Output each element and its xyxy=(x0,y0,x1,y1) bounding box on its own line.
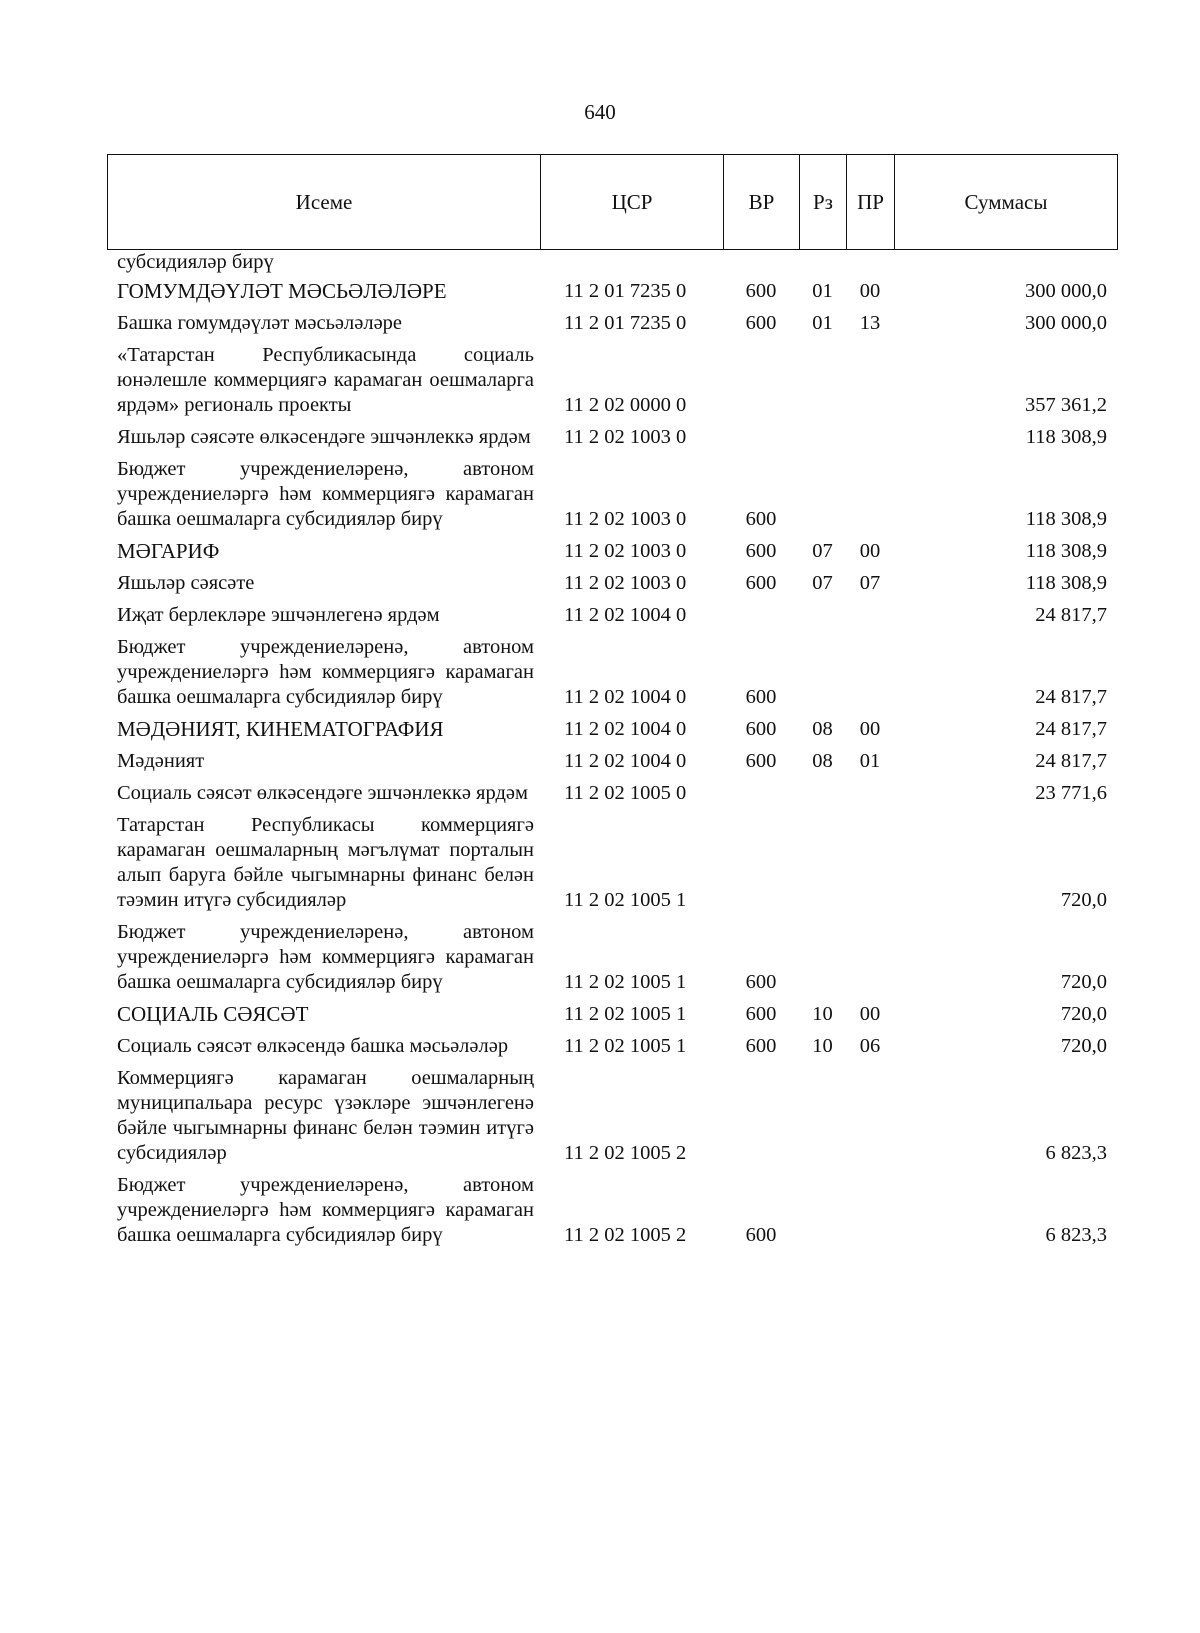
row-name: Татарстан Республикасы коммерциягә карамаган оешмаларның мәгълүмат порталын алып баруга бәйле чыгымнарны финанс белән тәэмин итүгә субсидияләр xyxy=(117,814,534,911)
row-rz: 07 xyxy=(812,540,833,562)
row-sum: 24 817,7 xyxy=(1035,686,1107,708)
table-row xyxy=(107,1034,1117,1066)
table-row xyxy=(107,311,1117,343)
row-vr: 600 xyxy=(745,971,777,993)
row-sum: 720,0 xyxy=(1060,971,1107,993)
row-rz: 10 xyxy=(812,1003,833,1025)
row-sum: 6 823,3 xyxy=(1045,1142,1107,1164)
row-name: Башка гомумдәүләт мәсьәләләре xyxy=(117,312,403,334)
header-rz: Рз xyxy=(800,155,847,250)
header-csr: ЦСР xyxy=(541,155,724,250)
row-name: МӘГАРИФ xyxy=(117,539,220,563)
row-vr: 600 xyxy=(745,718,777,740)
row-sum: 118 308,9 xyxy=(1025,426,1107,448)
row-name: Бюджет учреждениеләренә, автоном учреждениеләргә һәм коммерциягә карамаган башка оешмаларга субсидияләр бирү xyxy=(117,636,534,708)
row-pr xyxy=(846,635,894,717)
row-rz xyxy=(799,920,846,1002)
table-row xyxy=(107,717,1117,749)
table-row xyxy=(107,425,1117,457)
row-csr: 11 2 02 1005 1 xyxy=(564,1003,687,1025)
row-csr: 11 2 02 1005 1 xyxy=(564,889,687,911)
row-rz xyxy=(799,250,846,279)
row-pr: 00 xyxy=(859,718,881,740)
row-pr: 07 xyxy=(859,572,881,594)
row-vr xyxy=(723,250,799,279)
header-pr: ПР xyxy=(847,155,895,250)
row-sum: 357 361,2 xyxy=(1025,394,1107,416)
row-sum: 300 000,0 xyxy=(1025,280,1107,302)
row-name: субсидияләр бирү xyxy=(117,251,274,273)
row-sum: 720,0 xyxy=(1060,1035,1107,1057)
row-name: «Татарстан Республикасында социаль юнәлешле коммерциягә карамаган оешмаларга ярдәм» региональ проекты xyxy=(117,344,534,416)
row-csr: 11 2 02 1005 2 xyxy=(564,1224,687,1246)
table-row xyxy=(107,250,1117,279)
table-row xyxy=(107,635,1117,717)
row-pr: 00 xyxy=(859,280,881,302)
row-vr xyxy=(723,343,799,425)
row-csr: 11 2 02 1003 0 xyxy=(564,540,687,562)
row-name: Социаль сәясәт өлкәсендәге эшчәнлеккә ярдәм xyxy=(117,782,528,804)
budget-table xyxy=(107,250,1117,1255)
row-vr: 600 xyxy=(745,750,777,772)
row-csr: 11 2 02 1004 0 xyxy=(564,604,687,626)
row-rz xyxy=(799,1066,846,1173)
row-rz xyxy=(799,1173,846,1255)
row-csr: 11 2 01 7235 0 xyxy=(564,312,687,334)
row-pr: 01 xyxy=(859,750,881,772)
table-row xyxy=(107,343,1117,425)
row-sum: 6 823,3 xyxy=(1045,1224,1107,1246)
row-rz xyxy=(799,813,846,920)
row-pr: 00 xyxy=(859,540,881,562)
row-pr: 13 xyxy=(859,312,881,334)
row-sum: 24 817,7 xyxy=(1035,718,1107,740)
row-sum: 300 000,0 xyxy=(1025,312,1107,334)
table-row xyxy=(107,920,1117,1002)
row-vr: 600 xyxy=(745,508,777,530)
row-pr: 06 xyxy=(859,1035,881,1057)
table-row xyxy=(107,813,1117,920)
row-rz: 07 xyxy=(812,572,833,594)
row-rz xyxy=(799,425,846,457)
row-sum: 23 771,6 xyxy=(1035,782,1107,804)
row-csr: 11 2 02 1005 1 xyxy=(564,1035,687,1057)
row-csr: 11 2 02 1003 0 xyxy=(564,572,687,594)
table-row xyxy=(107,279,1117,311)
row-sum: 118 308,9 xyxy=(1025,572,1107,594)
row-csr: 11 2 02 0000 0 xyxy=(564,394,687,416)
row-pr xyxy=(846,425,894,457)
row-rz: 01 xyxy=(812,312,833,334)
row-name: Бюджет учреждениеләренә, автоном учреждениеләргә һәм коммерциягә карамаган башка оешмаларга субсидияләр бирү xyxy=(117,921,534,993)
table-row xyxy=(107,1173,1117,1255)
table-row xyxy=(107,457,1117,539)
row-pr xyxy=(846,603,894,635)
row-rz xyxy=(799,635,846,717)
row-pr xyxy=(846,920,894,1002)
row-vr: 600 xyxy=(745,686,777,708)
row-rz: 01 xyxy=(812,280,833,302)
row-rz xyxy=(799,457,846,539)
table-row xyxy=(107,603,1117,635)
page-number: 640 xyxy=(584,100,616,124)
row-csr xyxy=(540,250,723,279)
row-name: Иҗат берлекләре эшчәнлегенә ярдәм xyxy=(117,604,440,626)
row-sum: 24 817,7 xyxy=(1035,604,1107,626)
row-sum: 24 817,7 xyxy=(1035,750,1107,772)
row-pr xyxy=(846,250,894,279)
table-row xyxy=(107,539,1117,571)
row-csr: 11 2 02 1003 0 xyxy=(564,508,687,530)
row-vr: 600 xyxy=(745,1035,777,1057)
row-vr: 600 xyxy=(745,540,777,562)
row-pr xyxy=(846,1066,894,1173)
row-sum: 118 308,9 xyxy=(1025,508,1107,530)
row-name: Яшьләр сәясәте xyxy=(117,572,255,594)
row-vr: 600 xyxy=(745,1224,777,1246)
row-name: Бюджет учреждениеләренә, автоном учреждениеләргә һәм коммерциягә карамаган башка оешмаларга субсидияләр бирү xyxy=(117,458,534,530)
header-name: Исеме xyxy=(108,155,541,250)
row-pr xyxy=(846,457,894,539)
table-header xyxy=(107,154,1118,250)
row-rz xyxy=(799,343,846,425)
row-name: Коммерциягә карамаган оешмаларның муниципальара ресурс үзәкләре эшчәнлегенә бәйле чыгымнарны финанс белән тәэмин итүгә субсидияләр xyxy=(117,1067,534,1164)
row-name: Бюджет учреждениеләренә, автоном учреждениеләргә һәм коммерциягә карамаган башка оешмаларга субсидияләр бирү xyxy=(117,1174,534,1246)
row-rz: 08 xyxy=(812,718,833,740)
row-vr xyxy=(723,603,799,635)
table-row xyxy=(107,781,1117,813)
row-rz: 10 xyxy=(812,1035,833,1057)
row-csr: 11 2 02 1004 0 xyxy=(564,686,687,708)
row-vr xyxy=(723,425,799,457)
row-name: МӘДӘНИЯТ, КИНЕМАТОГРАФИЯ xyxy=(117,717,444,741)
row-pr xyxy=(846,781,894,813)
row-sum: 720,0 xyxy=(1060,1003,1107,1025)
row-vr: 600 xyxy=(745,312,777,334)
row-name: Социаль сәясәт өлкәсендә башка мәсьәләләр xyxy=(117,1035,509,1057)
row-name: ГОМУМДӘҮЛӘТ МӘСЬӘЛӘЛӘРЕ xyxy=(117,279,447,303)
row-csr: 11 2 01 7235 0 xyxy=(564,280,687,302)
row-csr: 11 2 02 1003 0 xyxy=(564,426,687,448)
row-csr: 11 2 02 1004 0 xyxy=(564,718,687,740)
table-row xyxy=(107,571,1117,603)
row-rz: 08 xyxy=(812,750,833,772)
header-vr: ВР xyxy=(724,155,800,250)
table-row xyxy=(107,1066,1117,1173)
table-row xyxy=(107,749,1117,781)
row-pr xyxy=(846,813,894,920)
table-body xyxy=(107,250,1117,1255)
row-sum xyxy=(894,250,1117,279)
row-name: Мәдәният xyxy=(117,750,205,772)
row-sum: 720,0 xyxy=(1060,889,1107,911)
row-rz xyxy=(799,781,846,813)
row-vr xyxy=(723,781,799,813)
row-pr xyxy=(846,1173,894,1255)
row-vr: 600 xyxy=(745,280,777,302)
row-vr xyxy=(723,1066,799,1173)
row-csr: 11 2 02 1005 1 xyxy=(564,971,687,993)
row-vr: 600 xyxy=(745,1003,777,1025)
row-pr: 00 xyxy=(859,1003,881,1025)
row-pr xyxy=(846,343,894,425)
row-vr xyxy=(723,813,799,920)
row-sum: 118 308,9 xyxy=(1025,540,1107,562)
row-csr: 11 2 02 1005 0 xyxy=(564,782,687,804)
header-sum: Суммасы xyxy=(895,155,1118,250)
row-vr: 600 xyxy=(745,572,777,594)
row-name: Яшьләр сәясәте өлкәсендәге эшчәнлеккә ярдәм xyxy=(117,426,531,448)
row-csr: 11 2 02 1004 0 xyxy=(564,750,687,772)
table-row xyxy=(107,1002,1117,1034)
row-name: СОЦИАЛЬ СӘЯСӘТ xyxy=(117,1002,309,1026)
row-csr: 11 2 02 1005 2 xyxy=(564,1142,687,1164)
row-rz xyxy=(799,603,846,635)
